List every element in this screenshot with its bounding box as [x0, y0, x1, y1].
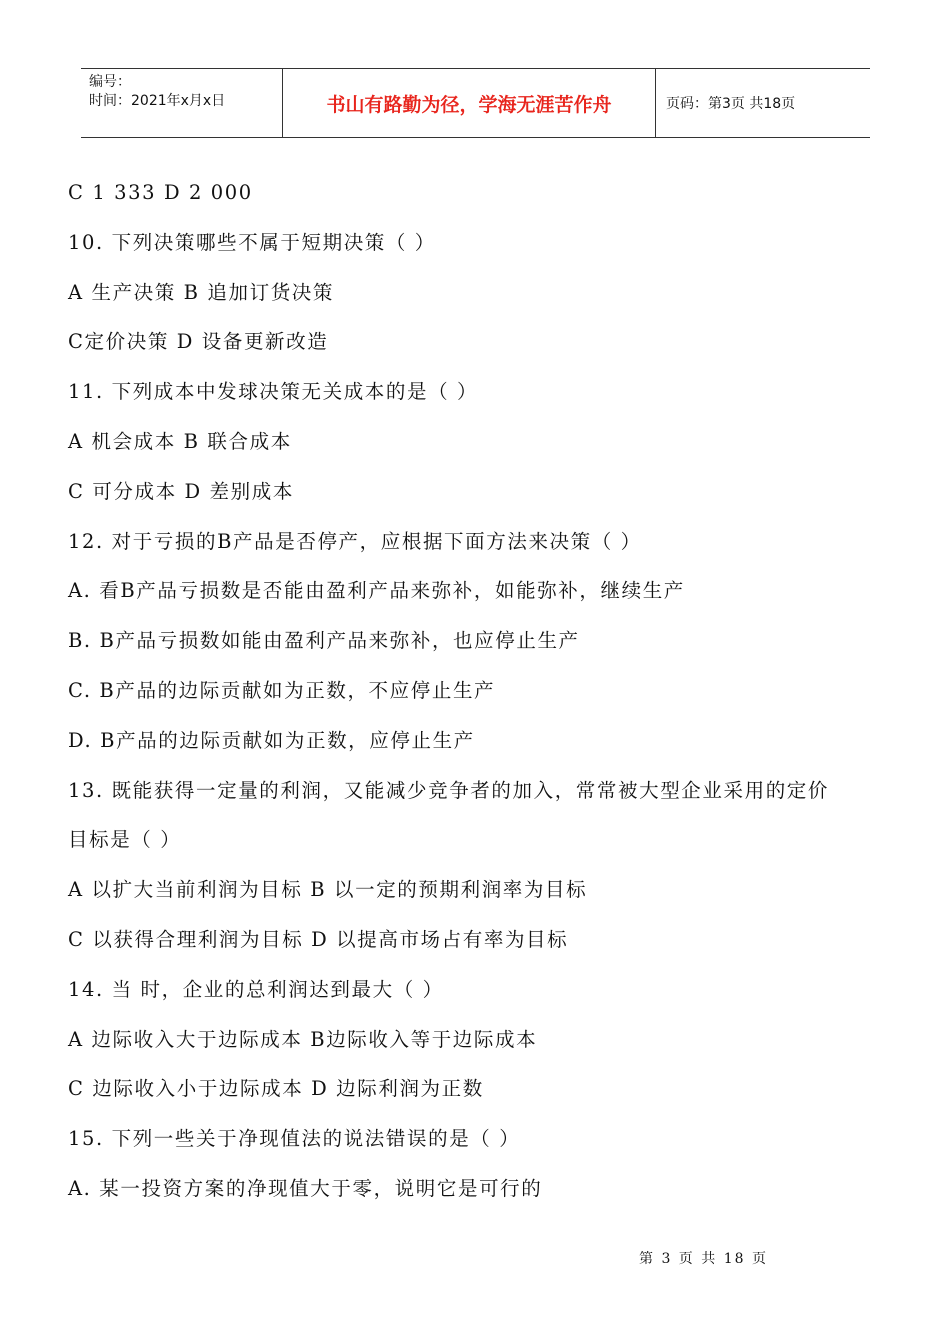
document-number-label: 编号：	[89, 74, 131, 90]
question-14: 14. 当 时，企业的总利润达到最大（ ）	[68, 977, 444, 1001]
question-12-option-d: D. B产品的边际贡献如为正数，应停止生产	[68, 728, 475, 752]
question-15-option-a: A. 某一投资方案的净现值大于零，说明它是可行的	[68, 1176, 543, 1200]
document-time-label: 时间：2021年x月x日	[89, 93, 226, 109]
question-12-option-b: B. B产品亏损数如能由盈利产品来弥补，也应停止生产	[68, 629, 580, 653]
question-11: 11. 下列成本中发球决策无关成本的是（ ）	[68, 380, 479, 404]
question-13-options-cd: C 以获得合理利润为目标 D 以提高市场占有率为目标	[68, 927, 569, 951]
question-15: 15. 下列一些关于净现值法的说法错误的是（ ）	[68, 1127, 521, 1151]
question-10: 10. 下列决策哪些不属于短期决策（ ）	[68, 230, 436, 254]
question-12-option-c: C. B产品的边际贡献如为正数，不应停止生产	[68, 678, 496, 702]
question-13-options-ab: A 以扩大当前利润为目标 B 以一定的预期利润率为目标	[68, 878, 588, 902]
question-13: 13. 既能获得一定量的利润，又能减少竞争者的加入，常常被大型企业采用的定价	[68, 778, 830, 802]
question-10-options-ab: A 生产决策 B 追加订货决策	[68, 280, 335, 304]
question-11-options-ab: A 机会成本 B 联合成本	[68, 429, 292, 453]
question-12-option-a: A. 看B产品亏损数是否能由盈利产品来弥补，如能弥补，继续生产	[68, 579, 685, 603]
question-12: 12. 对于亏损的B产品是否停产，应根据下面方法来决策（ ）	[68, 529, 642, 553]
header-motto: 书山有路勤为径，学海无涯苦作舟	[283, 69, 656, 137]
question-14-options-ab: A 边际收入大于边际成本 B边际收入等于边际成本	[68, 1027, 538, 1051]
question-14-options-cd: C 边际收入小于边际成本 D 边际利润为正数	[68, 1077, 484, 1101]
header-meta	[81, 69, 283, 137]
document-body	[68, 176, 888, 1222]
page-header	[81, 68, 870, 138]
page-footer: 第 3 页 共 18 页	[639, 1251, 768, 1267]
text-line: C 1 333 D 2 000	[68, 181, 253, 204]
question-10-options-cd: C定价决策 D 设备更新改造	[68, 330, 329, 354]
header-page-code: 页码：第3页 共18页	[666, 96, 796, 112]
question-11-options-cd: C 可分成本 D 差别成本	[68, 479, 294, 503]
question-13-continued: 目标是（ ）	[68, 828, 182, 852]
